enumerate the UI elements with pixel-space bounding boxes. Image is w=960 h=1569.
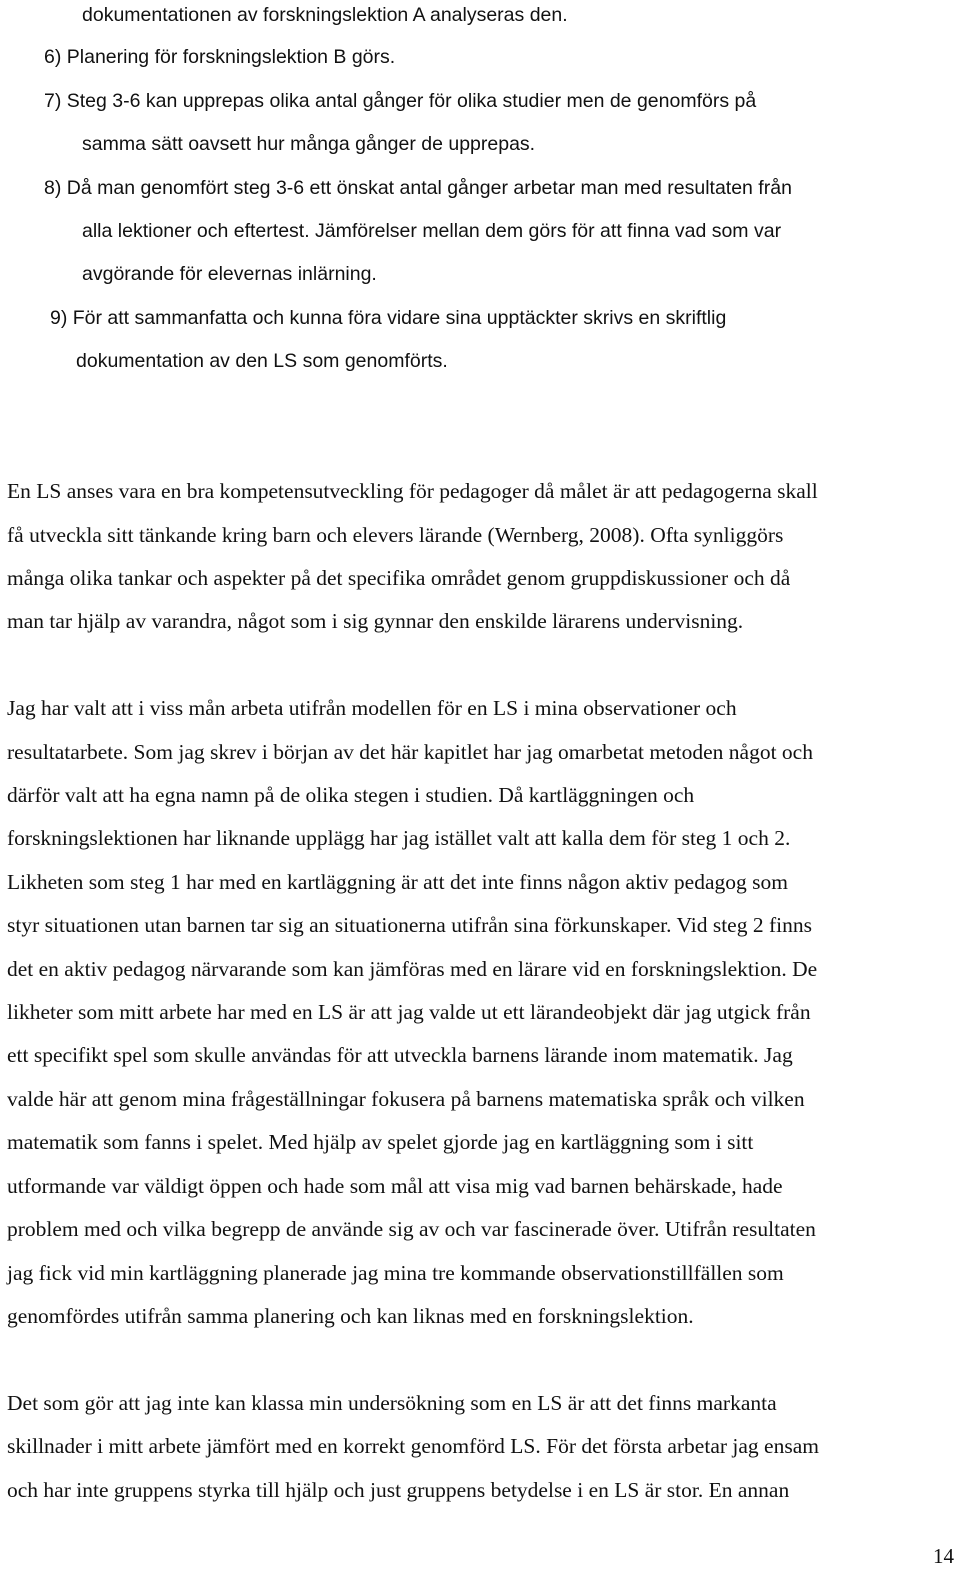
list-item-7-line-2: samma sätt oavsett hur många gånger de upprepas. <box>82 133 536 155</box>
paragraph-2-line-13: problem med och vilka begrepp de använde sig av och var fascinerade över. Utifrån resultaten <box>7 1217 816 1241</box>
paragraph-2-line-9: ett specifikt spel som skulle användas för att utveckla barnens lärande inom matematik. Jag <box>7 1043 793 1067</box>
paragraph-2-line-11: matematik som fanns i spelet. Med hjälp av spelet gjorde jag en kartläggning som i sitt <box>7 1130 754 1154</box>
list-item-7-line-1: 7) Steg 3-6 kan upprepas olika antal gånger för olika studier men de genomförs på <box>44 90 757 112</box>
paragraph-1-line-2: få utveckla sitt tänkande kring barn och elevers lärande (Wernberg, 2008). Ofta synliggörs <box>7 523 784 547</box>
list-item-8-line-1: 8) Då man genomfört steg 3-6 ett önskat antal gånger arbetar man med resultaten från <box>44 177 792 199</box>
paragraph-3-line-2: skillnader i mitt arbete jämfört med en korrekt genomförd LS. För det första arbetar jag ensam <box>7 1434 819 1458</box>
paragraph-2-line-15: genomfördes utifrån samma planering och kan liknas med en forskningslektion. <box>7 1304 694 1328</box>
list-item-8-line-3: avgörande för elevernas inlärning. <box>82 263 377 285</box>
list-intro-tail: dokumentationen av forskningslektion A analyseras den. <box>82 4 568 26</box>
paragraph-2-line-5: Likheten som steg 1 har med en kartläggning är att det inte finns någon aktiv pedagog som <box>7 870 788 894</box>
paragraph-1-line-4: man tar hjälp av varandra, något som i sig gynnar den enskilde lärarens undervisning. <box>7 609 744 633</box>
paragraph-2-line-6: styr situationen utan barnen tar sig an situationerna utifrån sina förkunskaper. Vid steg 2 finns <box>7 913 812 937</box>
paragraph-2-line-3: därför valt att ha egna namn på de olika stegen i studien. Då kartläggningen och <box>7 783 695 807</box>
paragraph-2-line-4: forskningslektionen har liknande upplägg har jag istället valt att kalla dem för steg 1 och 2. <box>7 826 791 850</box>
paragraph-3-line-3: och har inte gruppens styrka till hjälp och just gruppens betydelse i en LS är stor. En annan <box>7 1478 790 1502</box>
paragraph-3-line-1: Det som gör att jag inte kan klassa min undersökning som en LS är att det finns markanta <box>7 1391 777 1415</box>
list-item-8-line-2: alla lektioner och eftertest. Jämförelser mellan dem görs för att finna vad som var <box>82 220 782 242</box>
list-item-9-line-1: 9) För att sammanfatta och kunna föra vidare sina upptäckter skrivs en skriftlig <box>50 307 727 329</box>
list-item-6: 6) Planering för forskningslektion B görs. <box>44 46 396 68</box>
paragraph-1-line-3: många olika tankar och aspekter på det specifika området genom gruppdiskussioner och då <box>7 566 791 590</box>
paragraph-2-line-8: likheter som mitt arbete har med en LS är att jag valde ut ett lärandeobjekt där jag utgick från <box>7 1000 811 1024</box>
paragraph-2-line-12: utformande var väldigt öppen och hade som mål att visa mig vad barnen behärskade, hade <box>7 1174 783 1198</box>
paragraph-2-line-7: det en aktiv pedagog närvarande som kan jämföras med en lärare vid en forskningslektion. De <box>7 957 818 981</box>
list-item-9-line-2: dokumentation av den LS som genomförts. <box>76 350 448 372</box>
page-number: 14 <box>933 1544 954 1568</box>
paragraph-1-line-1: En LS anses vara en bra kompetensutveckling för pedagoger då målet är att pedagogerna skall <box>7 479 818 503</box>
paragraph-2-line-1: Jag har valt att i viss mån arbeta utifrån modellen för en LS i mina observationer och <box>7 696 737 720</box>
paragraph-2-line-2: resultatarbete. Som jag skrev i början av det här kapitlet har jag omarbetat metoden något och <box>7 740 813 764</box>
paragraph-2-line-14: jag fick vid min kartläggning planerade jag mina tre kommande observationstillfällen som <box>7 1261 784 1285</box>
paragraph-2-line-10: valde här att genom mina frågeställningar fokusera på barnens matematiska språk och vilken <box>7 1087 805 1111</box>
